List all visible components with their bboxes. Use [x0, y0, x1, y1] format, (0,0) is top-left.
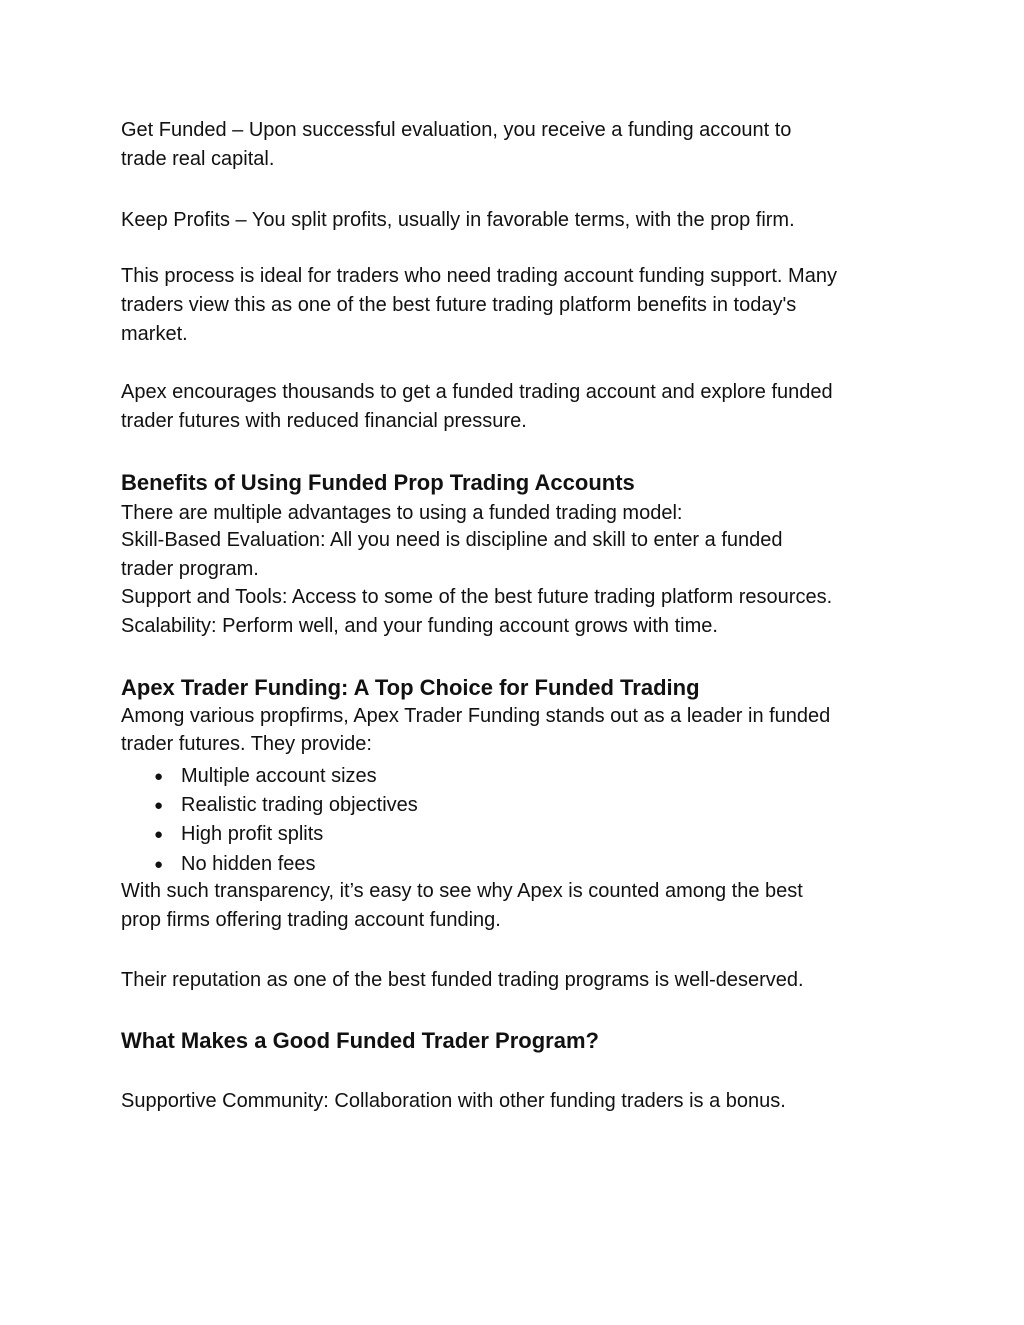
apex-outro-line-1: With such transparency, it’s easy to see why Apex is counted among the best	[121, 880, 803, 902]
list-item-text: No hidden fees	[181, 853, 316, 875]
bullet-icon: ●	[154, 797, 164, 814]
apex-reputation: Their reputation as one of the best funded trading programs is well-deserved.	[121, 969, 804, 991]
benefits-line-intro: There are multiple advantages to using a funded trading model:	[121, 502, 683, 524]
benefits-line-scalability: Scalability: Perform well, and your funding account grows with time.	[121, 615, 718, 637]
heading-apex: Apex Trader Funding: A Top Choice for Funded Trading	[121, 675, 700, 700]
paragraph-process-line-1: This process is ideal for traders who need trading account funding support. Many	[121, 265, 837, 287]
bullet-icon: ●	[154, 768, 164, 785]
list-item-text: Multiple account sizes	[181, 765, 377, 787]
bullet-icon: ●	[154, 856, 164, 873]
heading-benefits: Benefits of Using Funded Prop Trading Accounts	[121, 470, 635, 495]
apex-intro-line-2: trader futures. They provide:	[121, 733, 372, 755]
paragraph-keep-profits: Keep Profits – You split profits, usually in favorable terms, with the prop firm.	[121, 209, 795, 231]
paragraph-get-funded-line-2: trade real capital.	[121, 148, 275, 170]
good-program-community: Supportive Community: Collaboration with other funding traders is a bonus.	[121, 1090, 786, 1112]
list-item-text: High profit splits	[181, 823, 324, 845]
paragraph-process-line-3: market.	[121, 323, 188, 345]
heading-good-program: What Makes a Good Funded Trader Program?	[121, 1028, 599, 1053]
paragraph-process-line-2: traders view this as one of the best future trading platform benefits in today's	[121, 294, 797, 316]
apex-outro-line-2: prop firms offering trading account funding.	[121, 909, 501, 931]
benefits-line-skill-1: Skill-Based Evaluation: All you need is discipline and skill to enter a funded	[121, 529, 783, 551]
paragraph-apex-encourages-line-2: trader futures with reduced financial pressure.	[121, 410, 527, 432]
paragraph-apex-encourages-line-1: Apex encourages thousands to get a funded trading account and explore funded	[121, 381, 833, 403]
benefits-line-skill-2: trader program.	[121, 558, 259, 580]
benefits-line-support: Support and Tools: Access to some of the best future trading platform resources.	[121, 586, 833, 608]
paragraph-get-funded-line-1: Get Funded – Upon successful evaluation, you receive a funding account to	[121, 119, 792, 141]
bullet-icon: ●	[154, 826, 164, 843]
apex-intro-line-1: Among various propfirms, Apex Trader Funding stands out as a leader in funded	[121, 705, 831, 727]
list-item-text: Realistic trading objectives	[181, 794, 418, 816]
